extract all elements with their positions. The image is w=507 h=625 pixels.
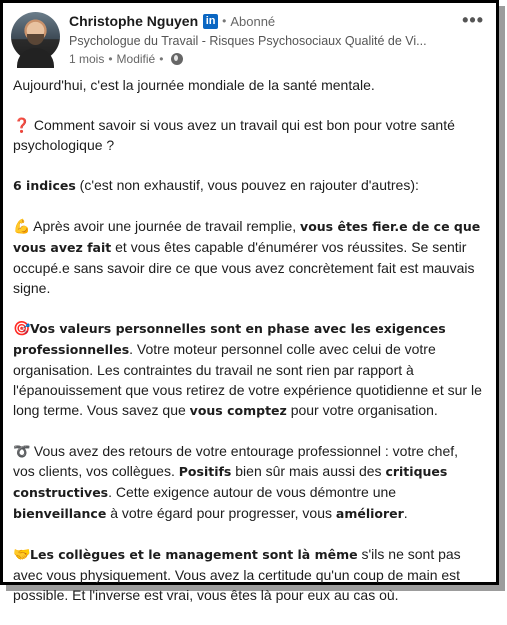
paragraph-6 [13, 441, 483, 524]
separator-dot: • [222, 14, 227, 28]
paragraph-1: Aujourd'hui, c'est la journée mondiale de la santé mentale. [13, 77, 375, 93]
paragraph-6-text-e: . [403, 505, 408, 521]
author-headline: Psychologue du Travail - Risques Psychosociaux Qualité de Vi... [69, 34, 427, 48]
paragraph-3 [13, 175, 483, 196]
more-options-icon[interactable]: ••• [462, 10, 484, 30]
follow-status: Abonné [230, 13, 276, 29]
paragraph-4 [13, 216, 483, 298]
paragraph-4-text-a: Après avoir une journée de travail remplie, [30, 218, 301, 234]
question-mark-icon: ❓ [13, 117, 31, 133]
paragraph-6-bold-3: bienveillance [13, 506, 107, 521]
target-icon: 🎯 [13, 320, 31, 336]
linkedin-icon: in [203, 14, 218, 29]
avatar-shirt [17, 48, 54, 68]
paragraph-5 [13, 318, 483, 421]
paragraph-6-text-a: Vous avez des retours de votre entourage professionnel : votre chef, vos clients, vos collègues. [13, 443, 459, 479]
paragraph-4-bold: vous êtes fier.e de ce que vous avez fait [13, 219, 481, 255]
paragraph-3-bold: 6 indices [13, 178, 76, 193]
paragraph-6-text-c: . Cette exigence autour de vous démontre une [108, 484, 397, 500]
paragraph-7 [13, 544, 483, 605]
post-time: 1 mois [69, 52, 105, 66]
paragraph-4-text-b: et vous êtes capable d'énumérer vos réussites. Se sentir occupé.e sans savoir dire ce que vous avez concrètement fait est mauvais signe. [13, 239, 475, 296]
paragraph-5-text-b: pour votre organisation. [286, 402, 438, 418]
paragraph-6-bold-2: critiques constructives [13, 464, 448, 500]
paragraph-2 [13, 115, 483, 155]
paragraph-5-bold: Vos valeurs personnelles sont en phase avec les exigences professionnelles [13, 321, 446, 357]
paragraph-7-text: s'ils ne sont pas avec vous physiquement. Vous avez la certitude qu'un coup de main est possible. Et l'inverse est vrai, vous êtes là pour eux au cas où. [13, 546, 461, 603]
meta-separator-1: • [108, 52, 113, 66]
edited-label: Modifié [116, 52, 156, 66]
paragraph-6-bold-1: Positifs [178, 464, 232, 479]
post-body [13, 75, 483, 625]
paragraph-6-bold-4: améliorer [335, 506, 404, 521]
post-meta [69, 52, 183, 66]
curly-loop-icon: ➰ [13, 443, 31, 459]
paragraph-3-text: (c'est non exhaustif, vous pouvez en rajouter d'autres): [75, 177, 419, 193]
author-line [69, 13, 275, 29]
paragraph-5-text-a: . Votre moteur personnel colle avec celui de votre organisation. Les contraintes du travail ne sont rien par rapport à l'épanouissement que vous retirez de votre expérience quotidienne et sur le long terme. Vous savez que [13, 341, 482, 418]
paragraph-2-text: Comment savoir si vous avez un travail qui est bon pour votre santé psychologique ? [13, 117, 455, 153]
globe-icon [171, 53, 183, 65]
paragraph-6-text-b: bien sûr mais aussi des [231, 463, 386, 479]
meta-separator-2: • [159, 52, 164, 66]
author-name[interactable]: Christophe Nguyen [69, 13, 199, 29]
paragraph-7-bold: Les collègues et le management sont là même [30, 547, 358, 562]
post-header [11, 12, 488, 70]
avatar-beard [27, 34, 44, 45]
paragraph-5-bold-2: vous comptez [189, 403, 287, 418]
flexed-biceps-icon: 💪 [13, 218, 31, 234]
handshake-icon: 🤝 [13, 546, 31, 562]
paragraph-6-text-d: à votre égard pour progresser, vous [106, 505, 336, 521]
avatar[interactable] [11, 12, 60, 61]
frame-shadow-right [499, 6, 505, 588]
